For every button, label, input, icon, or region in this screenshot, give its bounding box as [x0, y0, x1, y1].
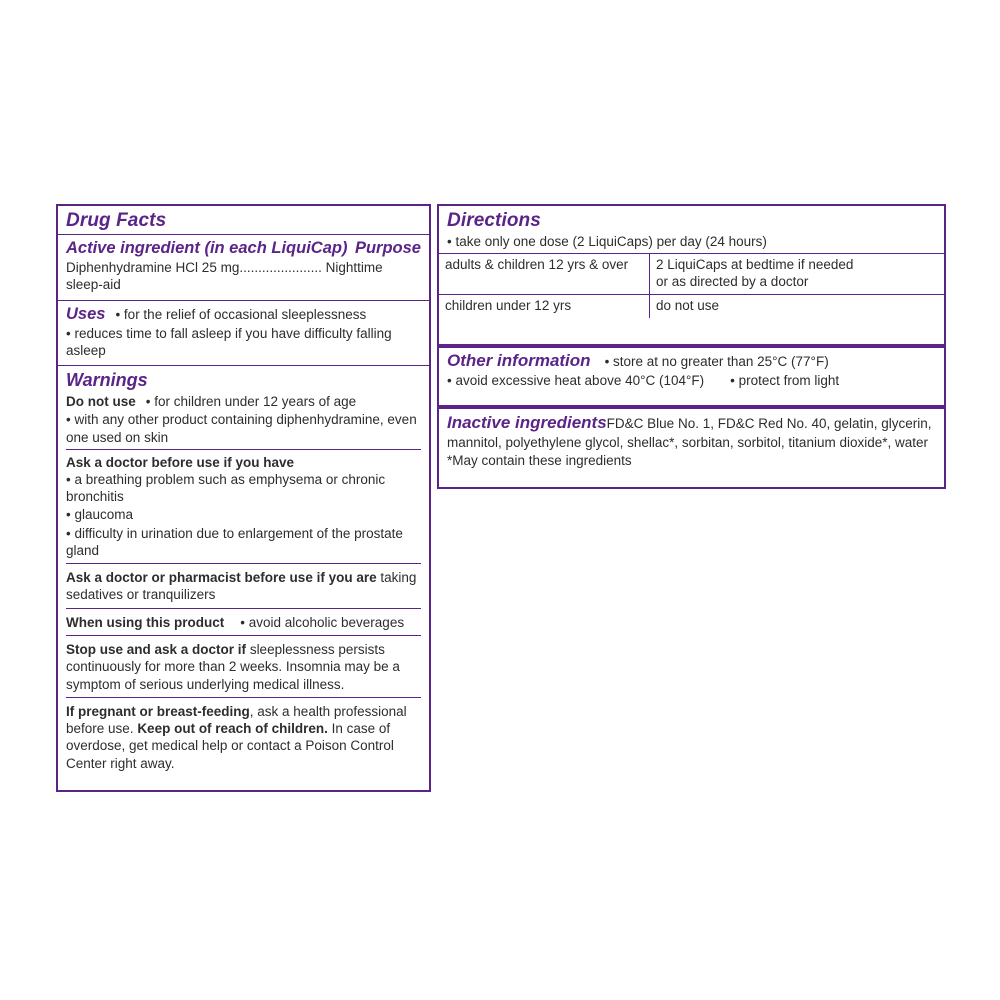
ask-doctor-item-3: • difficulty in urination due to enlargement of the prostate gland	[66, 525, 403, 558]
uses-heading: Uses	[66, 304, 106, 323]
ask-doctor-section	[58, 450, 429, 563]
directions-table	[439, 253, 944, 318]
inactive-ingredients-section	[439, 409, 944, 475]
active-ingredient-heading: Active ingredient (in each LiquiCap)	[66, 239, 348, 257]
table-row	[439, 254, 944, 295]
directions-note: • take only one dose (2 LiquiCaps) per day (24 hours)	[447, 234, 767, 249]
ask-doctor-item-1: • a breathing problem such as emphysema or chronic bronchitis	[66, 471, 386, 505]
inactive-ingredients-text: FD&C Blue No. 1, FD&C Red No. 40, gelatin, glycerin, mannitol, polyethylene glycol, shellac*, sorbitan, sorbitol, titanium dioxide*, water	[447, 416, 932, 450]
other-information-line-2: • avoid excessive heat above 40°C (104°F)	[447, 373, 705, 388]
directions-heading-section	[439, 206, 944, 233]
do-not-use-text: • for children under 12 years of age	[145, 394, 357, 410]
directions-who-1: adults & children 12 yrs & over	[439, 254, 650, 295]
purpose-heading: Purpose	[354, 239, 421, 257]
warnings-section	[58, 366, 429, 449]
stop-use-label: Stop use and ask a doctor if	[66, 641, 247, 657]
pregnant-text: , ask a health professional before use.	[66, 703, 407, 737]
warnings-heading: Warnings	[66, 370, 148, 391]
other-information-panel	[437, 346, 946, 407]
other-information-line-1: • store at no greater than 25°C (77°F)	[604, 354, 829, 369]
directions-panel	[437, 204, 946, 346]
when-using-text: • avoid alcoholic beverages	[240, 614, 405, 630]
directions-heading: Directions	[447, 210, 541, 231]
drug-facts-left-panel	[56, 204, 431, 792]
other-information-line-3: • protect from light	[730, 373, 840, 388]
active-ingredient-section	[58, 235, 429, 300]
keep-out-text: In case of overdose, get medical help or contact a Poison Control Center right away.	[66, 721, 394, 771]
inactive-ingredients-panel	[437, 407, 946, 489]
ask-pharmacist-text: taking sedatives or tranquilizers	[66, 570, 417, 603]
other-information-heading: Other information	[447, 351, 591, 370]
directions-who-2: children under 12 yrs	[439, 295, 650, 318]
table-row	[439, 295, 944, 318]
when-using-label: When using this product	[66, 614, 225, 630]
directions-dose-1-line2: or as directed by a doctor	[656, 274, 809, 290]
ask-pharmacist-section	[58, 564, 429, 608]
page-title: Drug Facts	[66, 210, 167, 231]
pregnant-keepout-section	[58, 698, 429, 778]
active-ingredient-text: Diphenhydramine HCl 25 mg...................... Nighttime sleep-aid	[66, 260, 383, 293]
ask-doctor-label: Ask a doctor before use if you have	[66, 454, 295, 470]
other-information-section	[439, 348, 944, 391]
stop-use-section	[58, 636, 429, 697]
directions-dose-1-line1: 2 LiquiCaps at bedtime if needed	[656, 257, 854, 273]
do-not-use-line-2: • with any other product containing diphenhydramine, even one used on skin	[66, 412, 417, 445]
stop-use-text: sleeplessness persists continuously for more than 2 weeks. Insomnia may be a symptom of serious underlying medical illness.	[66, 641, 400, 692]
directions-dose-2: do not use	[650, 295, 945, 318]
keep-out-label: Keep out of reach of children.	[137, 721, 328, 737]
do-not-use-label: Do not use	[66, 394, 136, 410]
inactive-ingredients-heading: Inactive ingredients	[447, 413, 607, 432]
inactive-ingredients-footnote: *May contain these ingredients	[447, 453, 632, 469]
directions-dose-1	[650, 254, 945, 295]
ask-doctor-item-2: • glaucoma	[66, 507, 134, 523]
ask-pharmacist-label: Ask a doctor or pharmacist before use if you are	[66, 570, 377, 586]
uses-line-2: • reduces time to fall asleep if you have difficulty falling asleep	[66, 325, 392, 358]
drug-facts-title-section	[58, 206, 429, 234]
uses-line-1: • for the relief of occasional sleeplessness	[115, 306, 367, 322]
when-using-section	[58, 609, 429, 635]
pregnant-label: If pregnant or breast-feeding	[66, 703, 250, 719]
uses-section	[58, 301, 429, 366]
